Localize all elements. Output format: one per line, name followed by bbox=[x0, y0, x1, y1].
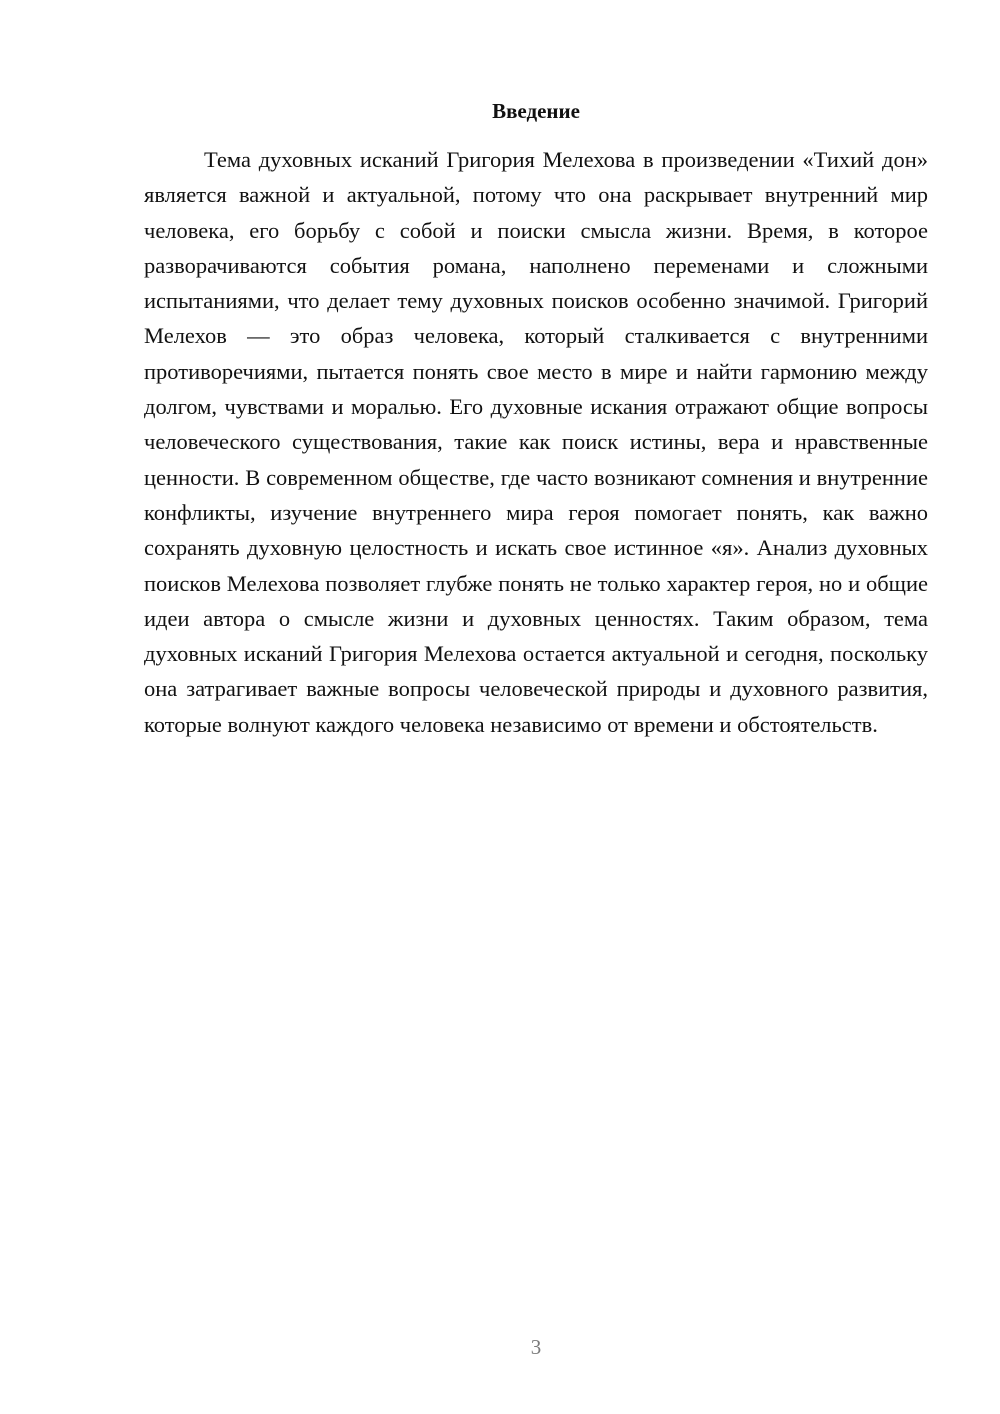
section-heading: Введение bbox=[492, 99, 580, 123]
page-number: 3 bbox=[530, 1335, 542, 1359]
body-paragraph: Тема духовных исканий Григория Мелехова в произведении «Тихий дон» является важной и актуальной, потому что она раскрывает внутренний мир человека, его борьбу с собой и поиски смысла жизни. Время, в которое разворачиваются события романа, наполнено переменами и сложными испытаниями, что делает тему духовных поисков особенно значимой. Григорий Мелехов — это образ человека, который сталкивается с внутренними противоречиями, пытается понять свое место в мире и найти гармонию между долгом, чувствами и моралью. Его духовные искания отражают общие вопросы человеческого существования, такие как поиск истины, вера и нравственные ценности. В современном обществе, где часто возникают сомнения и внутренние конфликты, изучение внутреннего мира героя помогает понять, как важно сохранять духовную целостность и искать свое истинное «я». Анализ духовных поисков Мелехова позволяет глубже понять не только характер героя, но и общие идеи автора о смысле жизни и духовных ценностях. Таким образом, тема духовных исканий Григория Мелехова остается актуальной и сегодня, поскольку она затрагивает важные вопросы человеческой природы и духовного развития, которые волнуют каждого человека независимо от времени и обстоятельств. bbox=[144, 147, 928, 737]
